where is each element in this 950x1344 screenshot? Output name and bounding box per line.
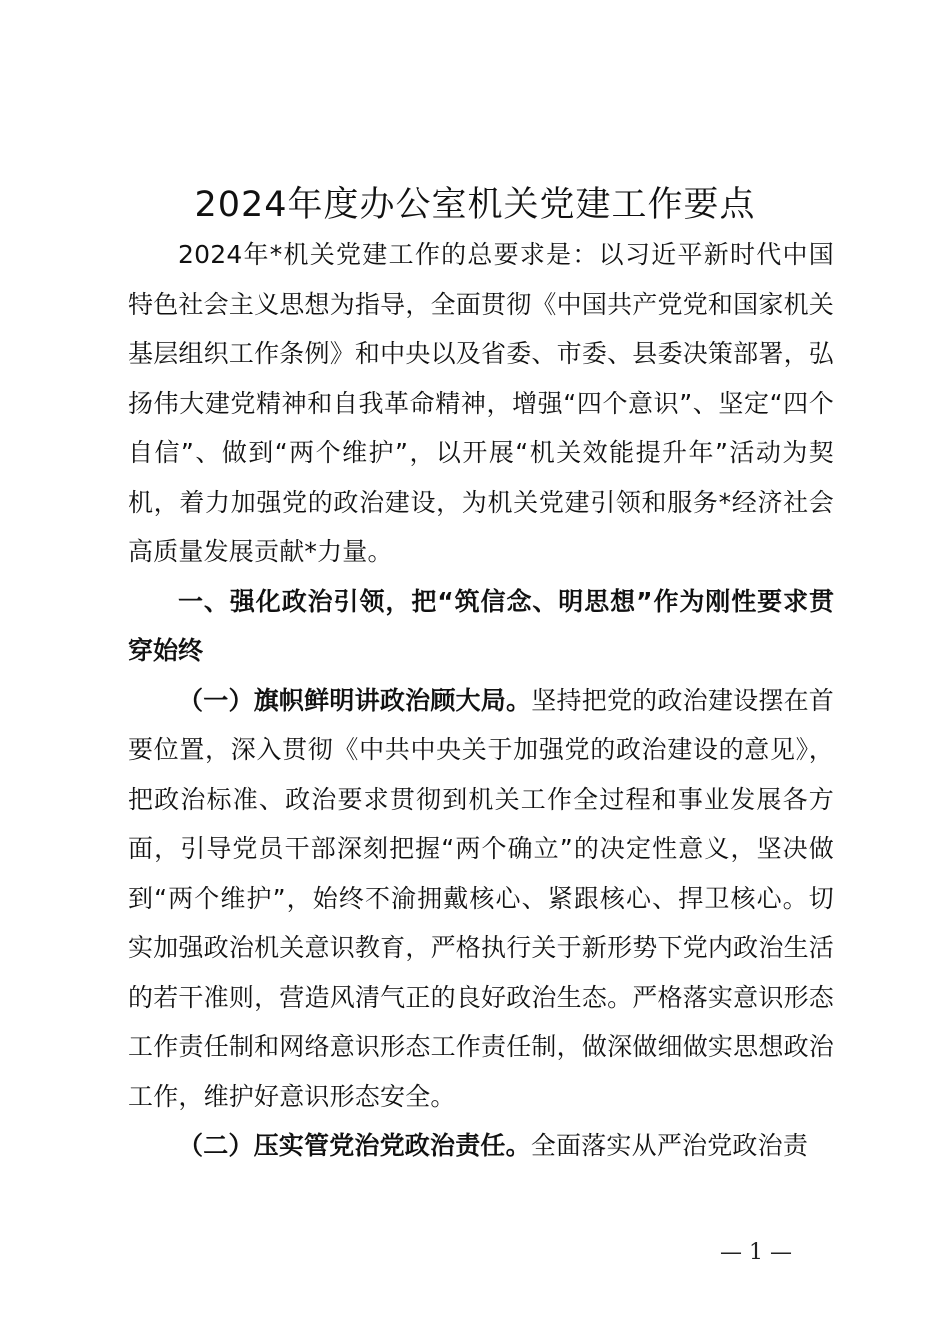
item-2-heading: （二）压实管党治党政治责任。 (178, 1131, 531, 1160)
intro-paragraph: 2024年*机关党建工作的总要求是：以习近平新时代中国特色社会主义思想为指导，全面贯彻《中国共产党党和国家机关基层组织工作条例》和中央以及省委、市委、县委决策部署，弘扬伟大建党精神和自我革命精神，增强“四个意识”、坚定“四个自信”、做到“两个维护”，以开展“机关效能提升年”活动为契机，着力加强党的政治建设，为机关党建引领和服务*经济社会高质量发展贡献*力量。 (128, 240, 834, 566)
item-2-paragraph (128, 1121, 834, 1171)
document-body (128, 230, 834, 1171)
item-1-heading: （一）旗帜鲜明讲政治顾大局。 (178, 685, 532, 715)
page-number: — 1 — (720, 1240, 792, 1265)
item-2-body: 全面落实从严治党政治责 (530, 1131, 809, 1160)
item-1-paragraph (128, 676, 834, 1122)
document-title: 2024年度办公室机关党建工作要点 (194, 185, 756, 225)
item-1-body: 坚持把党的政治建设摆在首要位置，深入贯彻《中共中央关于加强党的政治建设的意见》，把政治标准、政治要求贯彻到机关工作全过程和事业发展各方面，引导党员干部深刻把握“两个确立”的决定性意义，坚决做到“两个维护”，始终不渝拥戴核心、紧跟核心、捍卫核心。切实加强政治机关意识教育，严格执行关于新形势下党内政治生活的若干准则，营造风清气正的良好政治生态。严格落实意识形态工作责任制和网络意识形态工作责任制，做深做细做实思想政治工作，维护好意识形态安全。 (128, 685, 834, 1111)
section-1-heading: 一、强化政治引领，把“筑信念、明思想”作为刚性要求贯穿始终 (128, 586, 834, 665)
